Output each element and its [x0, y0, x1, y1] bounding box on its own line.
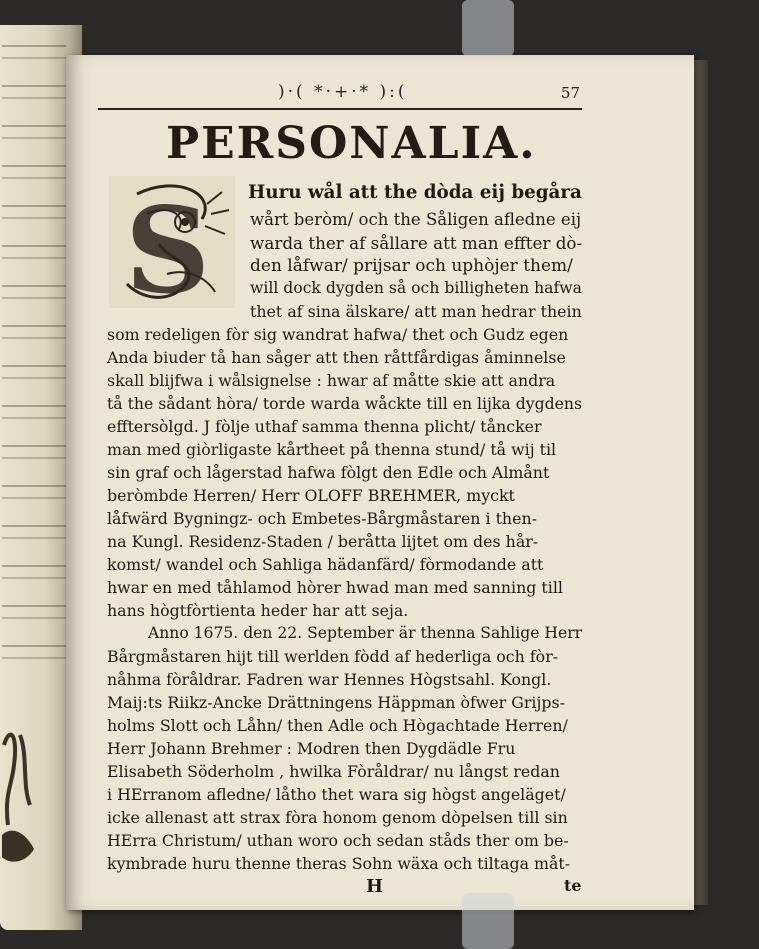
left-page-text-line [2, 645, 66, 659]
bottom-page-clip [462, 893, 514, 949]
left-page-text-line [2, 605, 66, 619]
text-line: hans hògtfòrtienta heder har att seja. [107, 601, 409, 620]
drop-cap-letter: S [125, 181, 211, 310]
text-line: Elisabeth Söderholm , hwilka Fòråldrar/ nu långst redan [107, 762, 560, 781]
text-line: icke allenast att strax fòra honom genom dòpelsen till sin [107, 808, 568, 827]
left-page-text-line [2, 325, 66, 339]
text-line: som redeligen fòr sig wandrat hafwa/ thet och Gudz egen [107, 325, 569, 344]
text-line: den låfwar/ prijsar och uphòjer them/ [250, 256, 573, 276]
decorated-initial-icon [107, 174, 237, 310]
text-line: Huru wål att the dòda eij begåra [248, 182, 582, 203]
text-line: HErra Christum/ uthan woro och sedan ståds ther om be- [107, 831, 569, 850]
text-line: efftersòlgd. J fòlje uthaf samma thenna plicht/ tåncker [107, 417, 542, 436]
text-line: nåhma fòråldrar. Fadren war Hennes Hògstsahl. Kongl. [107, 670, 552, 689]
text-line: Anno 1675. den 22. September är thenna Sahlige Herr [148, 624, 583, 642]
text-line: na Kungl. Residenz-Staden / beråtta lijtet om des hår- [107, 532, 539, 551]
left-page-text-line [2, 245, 66, 259]
text-line: wårt beròm/ och the Såligen afledne eij [250, 210, 582, 229]
left-page-text-line [2, 525, 66, 539]
left-page-text-line [2, 45, 66, 59]
signature-mark: H [366, 876, 384, 897]
running-header [98, 80, 582, 110]
top-page-clip [462, 0, 514, 56]
text-line: thet af sina älskare/ att man hedrar thein [250, 302, 582, 321]
left-page-text-line [2, 165, 66, 179]
text-line: Herr Johann Brehmer : Modren then Dygdädle Fru [107, 739, 516, 758]
text-line: will dock dygden så och billigheten hafwa [250, 279, 582, 297]
text-line: skall blijfwa i wålsignelse : hwar af måtte skie att andra [107, 371, 556, 390]
left-page-text-line [2, 125, 66, 139]
text-line: komst/ wandel och Sahliga hädanfärd/ fòrmodande att [107, 555, 544, 574]
left-page-text-line [2, 285, 66, 299]
left-page-text-line [2, 405, 66, 419]
text-line: holms Slott och Låhn/ then Adle och Hògachtade Herren/ [107, 716, 568, 735]
left-page-text-line [2, 485, 66, 499]
left-page-text-line [2, 565, 66, 579]
header-ornament: )·( *·+·* ):( [278, 82, 408, 102]
left-page-text-line [2, 85, 66, 99]
left-page-text-line [2, 445, 66, 459]
text-line: tå the sådant hòra/ torde warda wåckte till en lijka dygdens [107, 394, 582, 413]
text-line: i HErranom afledne/ låtho thet wara sig hògst angeläget/ [107, 785, 566, 804]
page-number: 57 [560, 84, 580, 102]
text-line: man med giòrligaste kårtheet på thenna stund/ tå wij til [107, 440, 557, 459]
page-title: PERSONALIA. [166, 118, 537, 169]
catchword: te [564, 876, 582, 895]
text-line: Bårgmåstaren hijt till werlden fòdd af hederliga och fòr- [107, 647, 559, 666]
text-line: hwar en med tåhlamod hòrer hwad man med sanning till [107, 578, 563, 597]
left-page-text-line [2, 205, 66, 219]
left-page-text-line [2, 365, 66, 379]
text-line: beròmbde Herren/ Herr OLOFF BREHMER, myckt [107, 486, 515, 505]
text-line: låfwärd Bygningz- och Embetes-Bårgmåstaren i then- [107, 509, 537, 528]
text-line: Maij:ts Riikz-Ancke Drättningens Häppman òfwer Grijps- [107, 693, 565, 712]
text-line: Anda biuder tå han såger att then råttfårdigas åminnelse [107, 348, 566, 367]
text-line: sin graf och lågerstad hafwa fòlgt den Edle och Almånt [107, 463, 550, 482]
text-line: warda ther af sållare att man effter dò- [250, 233, 583, 253]
woodcut-ornament-icon [0, 725, 44, 875]
text-line: kymbrade huru thenne theras Sohn wäxa och tiltaga måt- [107, 854, 571, 873]
